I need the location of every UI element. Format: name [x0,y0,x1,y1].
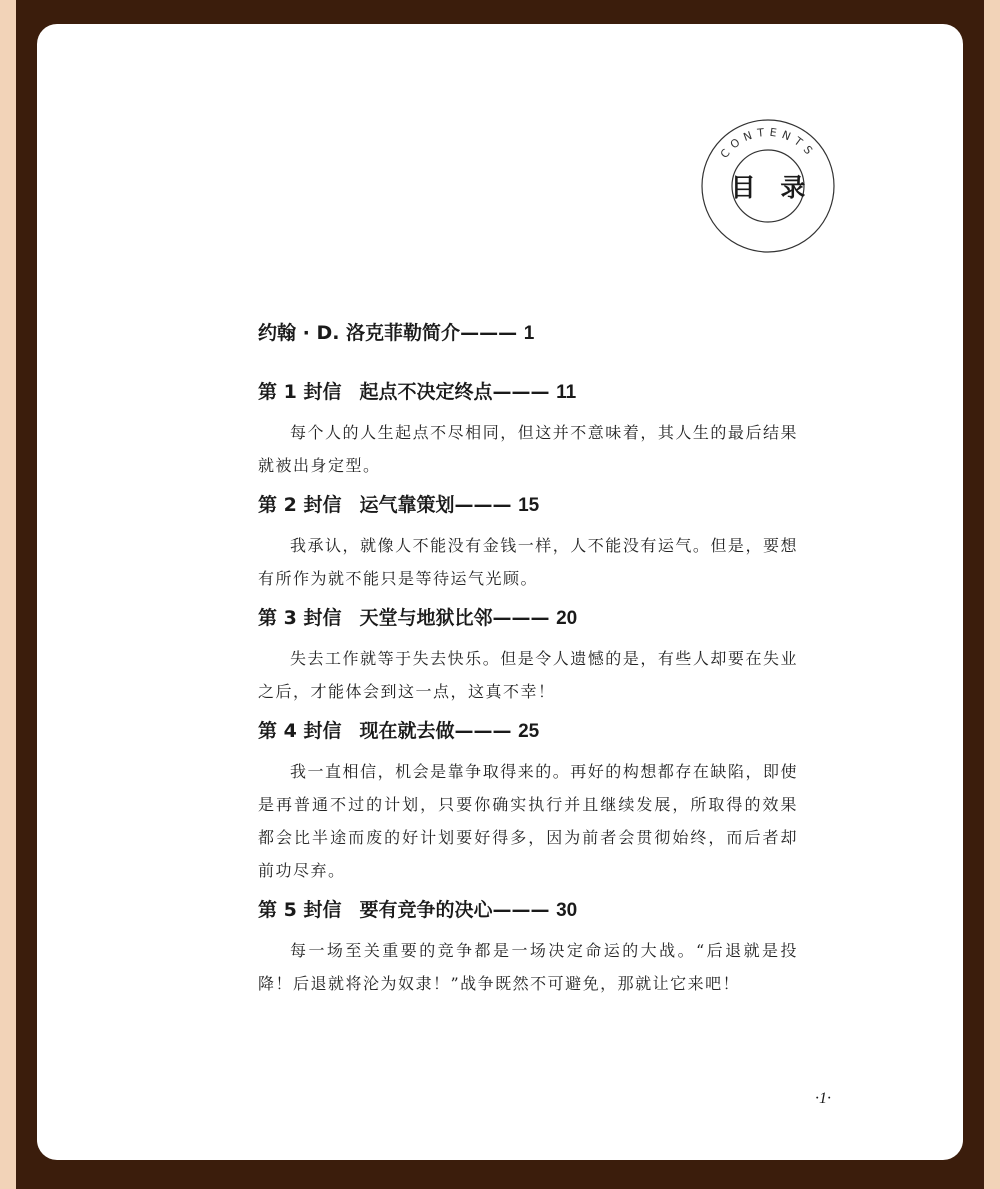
contents-badge [700,118,836,254]
toc-preface[interactable] [258,318,798,349]
svg-text:CONTENTS [718,126,818,161]
leader-dash: ——— [454,494,512,516]
entry-label: 第 5 封信 [258,899,342,921]
entry-summary: 每个人的人生起点不尽相同，但这并不意味着，其人生的最后结果就被出身定型。 [258,423,798,475]
entry-summary: 我承认，就像人不能没有金钱一样，人不能没有运气。但是，要想有所作为就不能只是等待运气光顾。 [258,536,798,588]
preface-title: 约翰 · D. 洛克菲勒简介 [258,322,461,344]
toc-entry-letter-4[interactable] [258,716,798,747]
contents-title: 目 录 [730,173,814,202]
page-ref: 15 [518,495,540,516]
leader-dash: ——— [454,720,512,742]
entry-title: 现在就去做 [359,720,455,742]
toc-entry-letter-5[interactable] [258,895,798,926]
page-ref: 25 [518,721,540,742]
entry-title: 起点不决定终点 [359,381,493,403]
entry-label: 第 3 封信 [258,607,342,629]
leader-dash: ——— [492,899,550,921]
book-page [37,24,963,1160]
toc-entry-letter-1[interactable] [258,377,798,408]
entry-label: 第 1 封信 [258,381,342,403]
entry-summary: 每一场至关重要的竞争都是一场决定命运的大战。“后退就是投降！后退就将沦为奴隶！”战争既然不可避免，那就让它来吧！ [258,941,798,993]
entry-title: 天堂与地狱比邻 [359,607,493,629]
toc-entry-letter-3[interactable] [258,603,798,634]
table-of-contents [258,318,798,1000]
entry-label: 第 2 封信 [258,494,342,516]
leader-dash: ——— [460,322,518,344]
page-ref: 30 [556,900,578,921]
entry-title: 要有竞争的决心 [359,899,493,921]
page-edge-left [0,0,16,1189]
leader-dash: ——— [492,381,550,403]
badge-ring-text: CONTENTS [717,125,819,161]
entry-label: 第 4 封信 [258,720,342,742]
leader-dash: ——— [492,607,550,629]
page-edge-right [984,0,1000,1189]
entry-title: 运气靠策划 [359,494,455,516]
entry-summary: 失去工作就等于失去快乐。但是令人遗憾的是，有些人却要在失业之后，才能体会到这一点，这真不幸！ [258,649,798,701]
page-ref: 11 [556,382,577,403]
page-ref: 20 [556,608,578,629]
page-number: ·1· [815,1090,831,1107]
toc-entry-letter-2[interactable] [258,490,798,521]
entry-summary: 我一直相信，机会是靠争取得来的。再好的构想都存在缺陷，即使是再普通不过的计划，只要你确实执行并且继续发展，所取得的效果都会比半途而废的好计划要好得多，因为前者会贯彻始终，而后者却前功尽弃。 [258,762,798,880]
page-ref: 1 [523,323,535,344]
